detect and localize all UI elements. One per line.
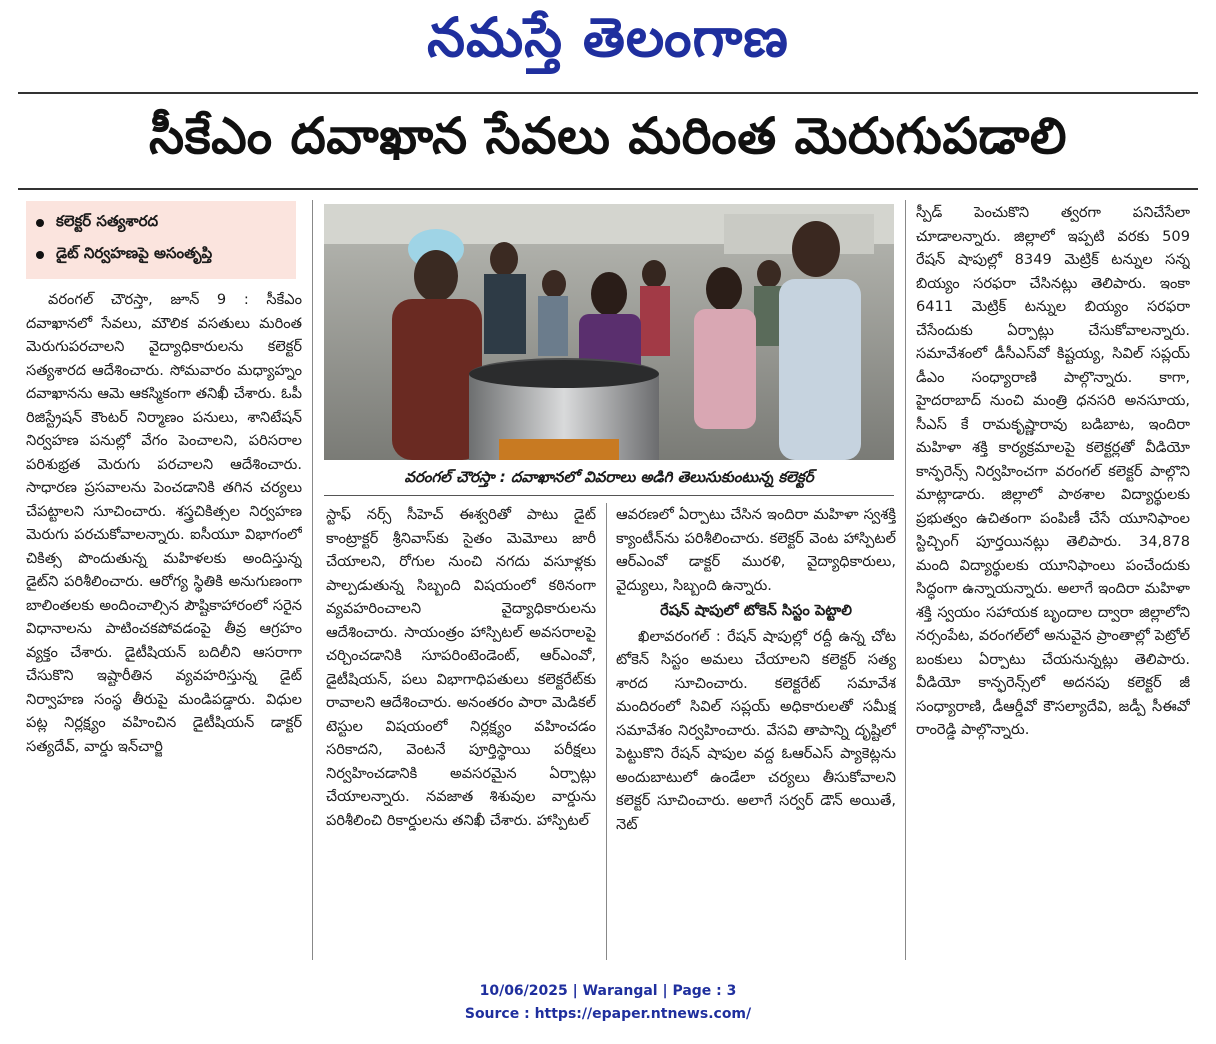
photo-caption: వరంగల్ చౌరస్తా : దవాఖానలో వివరాలు అడిగి తెలుసుకుంటున్న కలెక్టర్ [324, 463, 894, 496]
highlight-item [36, 207, 286, 239]
masthead-rule [18, 92, 1198, 94]
article-headline: సీకేఎం దవాఖాన సేవలు మరింత మెరుగుపడాలి [148, 106, 1068, 165]
column-divider [905, 200, 906, 960]
article-column-2 [326, 503, 596, 960]
highlight-text: కలెక్టర్ సత్యశారద [56, 212, 159, 230]
page-info: 10/06/2025 | Warangal | Page : 3 [479, 983, 737, 999]
article-paragraph: స్టాఫ్ నర్స్ సీహెచ్ ఈశ్వరితో పాటు డైట్ కాంట్రాక్టర్ శ్రీనివాస్‌కు సైతం మెమోలు జారీ చేయాలని, రోగుల నుంచి నగదు వసూళ్లకు పాల్పడుతున్న సిబ్బంది విషయంలో కఠినంగా వ్యవహరించాలని వైద్యాధికారులను ఆదేశించారు. సాయంత్రం హాస్పిటల్ అవసరాలపై చర్చించడానికి సూపరింటెండెంట్, ఆర్ఎంవో, డైటీషియన్, పలు విభాగాధిపతులు కలెక్టరేట్‌కు రావాలని ఆదేశించారు. అనంతరం పారా మెడికల్ టెస్టుల విషయంలో నిర్లక్ష్యం వహించడం సరికాదని, వెంటనే పూర్తిస్థాయి పరీక్షలు నిర్వహించడానికి అవసరమైన ఏర్పాట్లు చేయాలన్నారు. నవజాత శిశువుల వార్డును పరిశీలించి రికార్డులను తనిఖీ చేశారు. హాస్పిటల్ [326, 506, 596, 829]
article-paragraph: స్పీడ్ పెంచుకొని త్వరగా పనిచేసేలా చూడాలన్నారు. జిల్లాలో ఇప్పటి వరకు 509 రేషన్ షాపుల్లో 8349 మెట్రిక్ టన్నుల సన్న బియ్యం సరఫరా చేసినట్లు తెలిపారు. ఇంకా 6411 మెట్రిక్ టన్నుల బియ్యం సరఫరా చేసేందుకు ఏర్పాట్లు చేసుకోవాలన్నారు. సమావేశంలో డీసీఎస్‌వో కిష్టయ్య, సివిల్ సప్లయ్ డీఎం సంధ్యారాణి పాల్గొన్నారు. కాగా, హైదరాబాద్ నుంచి మంత్రి ధనసరి అనసూయ, సీఎస్ కే రామకృష్ణారావు బడిబాట, ఇందిరా మహిళా శక్తి కార్యక్రమాలపై కలెక్టర్లతో వీడియో కాన్ఫరెన్స్ నిర్వహించగా వరంగల్ కలెక్టర్ పాల్గొని మాట్లాడారు. జిల్లాలో పాఠశాల విద్యార్థులకు ప్రభుత్వం ఉచితంగా పంపిణీ చేసే యూనిఫాంల స్టిచ్చింగ్ పూర్తయినట్లు తెలిపారు. 34,878 మంది విద్యార్థులకు యూనిఫాంలు పంచేందుకు సిద్ధంగా ఉన్నాయన్నారు. అలాగే ఇందిరా మహిళా శక్తి స్వయం సహాయక బృందాల ద్వారా జిల్లాలోని నర్సంపేట, వరంగల్‌లో అనువైన ప్రాంతాల్లో పెట్రోల్ బంకులు ఏర్పాటు చేయనున్నట్లు తెలిపారు. వీడియో కాన్ఫరెన్స్‌లో అదనపు కలెక్టర్ జీ సంధ్యారాణి, డీఆర్డీవో కౌసల్యాదేవి, జడ్పీ సీఈవో రాంరెడ్డి పాల్గొన్నారు. [916, 204, 1190, 738]
column-divider [312, 200, 313, 960]
bullet-icon [36, 251, 44, 259]
article-column-3 [616, 503, 896, 960]
section-subheading: రేషన్ షాపులో టోకెన్ సిస్టం పెట్టాలి [660, 602, 852, 619]
collector-inspection-photo [324, 204, 894, 460]
highlight-item [36, 239, 286, 271]
bullet-icon [36, 219, 44, 227]
headline-rule [18, 188, 1198, 190]
highlights-box [26, 201, 296, 279]
article-column-1 [26, 288, 302, 960]
highlight-text: డైట్ నిర్వహణపై అసంతృప్తి [56, 244, 213, 262]
article-column-4 [916, 201, 1190, 960]
article-paragraph: వరంగల్ చౌరస్తా, జూన్ 9 : సీకేఎం దవాఖానలో సేవలు, మౌలిక వసతులు మరింత మెరుగుపరచాలని వైద్యాధికారులను కలెక్టర్ సత్యశారద ఆదేశించారు. సోమవారం మధ్యాహ్నం దవాఖానను ఆమె ఆకస్మికంగా తనిఖీ చేశారు. ఓపీ రిజిస్ట్రేషన్ కౌంటర్ నిర్మాణం పనులు, శానిటేషన్ నిర్వహణ పనుల్లో వేగం పెంచాలని, పరిసరాల పరిశుభ్రత మెరుగు పరచాలని ఆదేశించారు. సాధారణ ప్రసవాలను పెంచడానికి తగిన చర్యలు చేపట్టాలని సూచించారు. శస్త్రచికిత్సల నిర్వహణ మెరుగు పరచుకోవాలన్నారు. ఐసీయూ విభాగంలో చికిత్స పొందుతున్న మహిళలకు అందిస్తున్న డైట్‌ని పరిశీలించారు. ఆరోగ్య స్థితికి అనుగుణంగా బాలింతలకు అందించాల్సిన పౌష్టికాహారంలో సరైన విధానాలను పాటించకపోవడంపై తీవ్ర ఆగ్రహం వ్యక్తం చేశారు. డైటీషియన్ బదిలీని ఆసరాగా చేసుకొని ఇష్టారీతిన వ్యవహరిస్తున్న డైట్ నిర్వాహణ సంస్థ తీరుపై మండిపడ్డారు. విధుల పట్ల నిర్లక్ష్యం వహించిన డైటీషియన్ డాక్టర్ సత్యదేవ్, వార్డు ఇన్‌చార్జి [26, 291, 302, 755]
article-paragraph: ఖిలావరంగల్ : రేషన్ షాపుల్లో రద్దీ ఉన్న చోట టోకెన్ సిస్టం అమలు చేయాలని కలెక్టర్ సత్య శారద సూచించారు. కలెక్టరేట్ సమావేశ మందిరంలో సివిల్ సప్లయ్ అధికారులతో సమీక్ష సమావేశం నిర్వహించారు. వేసవి తాపాన్ని దృష్టిలో పెట్టుకొని రేషన్ షాపుల వద్ద ఓఆర్ఎస్ ప్యాకెట్లను అందుబాటులో ఉండేలా చర్యలు తీసుకోవాలని కలెక్టర్ సూచించారు. అలాగే సర్వర్ డౌన్ అయితే, నెట్ [616, 627, 896, 833]
source-link[interactable]: Source : https://epaper.ntnews.com/ [464, 1006, 752, 1022]
news-photo [324, 204, 894, 460]
article-paragraph: ఆవరణలో ఏర్పాటు చేసిన ఇందిరా మహిళా స్వశక్తి క్యాంటీన్‌ను పరిశీలించారు. కలెక్టర్ వెంట హాస్పిటల్ ఆర్ఎంవో డాక్టర్ మురళి, వైద్యాధికారులు, వైద్యులు, సిబ్బంది ఉన్నారు. [616, 506, 896, 594]
column-divider [606, 503, 607, 960]
newspaper-masthead: నమస్తే తెలంగాణ [427, 5, 789, 69]
